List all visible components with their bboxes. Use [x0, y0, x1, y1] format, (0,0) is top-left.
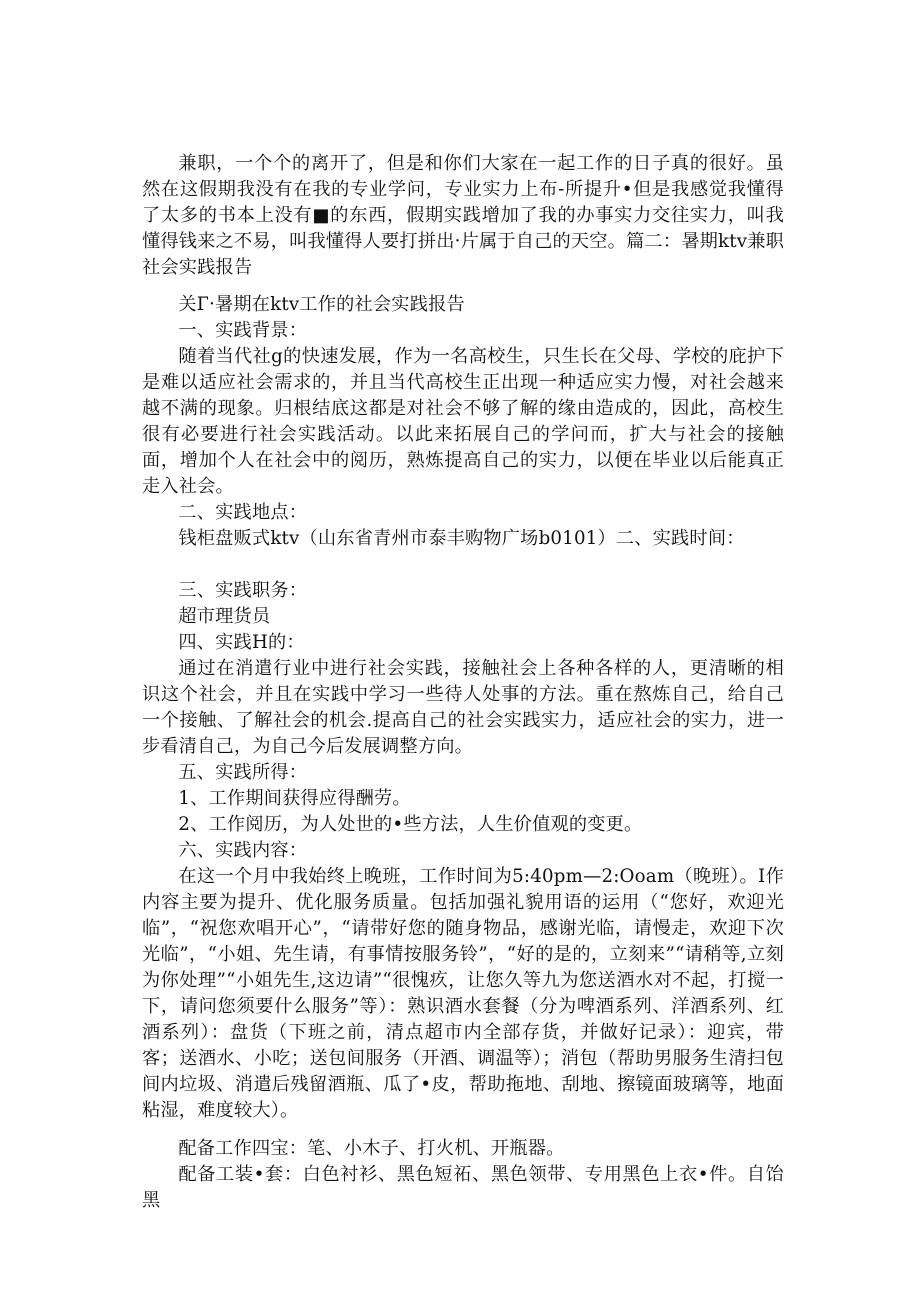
document-body	[142, 151, 784, 1214]
heading-purpose: 四、实践H的：	[178, 632, 305, 653]
heading-position: 三、实践职务：	[178, 580, 308, 601]
gain-item-2: 2、工作阅历，为人处世的•些方法，人生价值观的变更。	[178, 814, 643, 835]
heading-location: 二、实践地点：	[178, 502, 308, 523]
heading-background: 一、实践背景：	[178, 320, 308, 341]
heading-gains: 五、实践所得：	[178, 762, 308, 783]
position-value: 超市理货员	[178, 606, 271, 627]
paragraph-content: 在这一个月中我始终上晚班，工作时间为5:40pm—2:Ooam（晚班）。I作内容主要为提升、优化服务质量。包括加强礼貌用语的运用（“您好，欢迎光临”，“祝您欢唱开心”，“请带好您的随身物品，感谢光临，请慢走，欢迎下次光临”，“小姐、先生请，有事情按服务铃”，“好的是的，立刻来”“请稍等,立刻为你处理”“小姐先生,这边请”“很愧疚，让您久等九为您送酒水对不起，打搅一下，请问您须要什么服务”等）：熟识酒水套餐（分为啤酒系列、洋酒系列、红酒系列）：盘货（下班之前，清点超市内全部存货，并做好记录）：迎宾，带客；送酒水、小吃；送包间服务（开酒、调温等）；消包（帮助男服务生清扫包间内垃圾、消遣后残留酒瓶、瓜了•皮，帮助拖地、刮地、擦镜面玻璃等，地面粘湿，难度较大）。	[142, 866, 784, 1121]
report-title: 关Г·暑期在ktv工作的社会实践报告	[178, 294, 465, 315]
location-and-time: 钱柜盘贩式ktv（山东省青州市泰丰购物广场b0101）二、实践时间：	[178, 528, 745, 549]
heading-content: 六、实践内容：	[178, 840, 308, 861]
paragraph-purpose: 通过在消遣行业中进行社会实践，接触社会上各种各样的人，更清晰的相识这个社会，并且在实践中学习一些待人处事的方法。重在熬炼自己，给自己一个接触、了解社会的机会.提高自己的社会实践实力，适应社会的实力，进一步看清自己，为自己今后发展调整方向。	[142, 658, 784, 757]
equipment-tools: 配备工作四宝：笔、小木子、打火机、开瓶器。	[178, 1138, 565, 1159]
gain-item-1: 1、工作期间获得应得酬劳。	[178, 788, 411, 809]
paragraph-conclusion: 兼职，一个个的离开了，但是和你们大家在一起工作的日子真的很好。虽然在这假期我没有在我的专业学问，专业实力上布-所提升•但是我感觉我懂得了太多的书本上没有■的东西，假期实践增加了我的办事实力交往实力，叫我懂得钱来之不易，叫我懂得人要打拼出·片属于自己的天空。篇二：暑期ktv兼职社会实践报告	[142, 153, 784, 278]
equipment-uniform: 配备工装•套：白色衬衫、黑色短祏、黑色领带、专用黑色上衣•件。自饴黑	[142, 1164, 784, 1211]
paragraph-background: 随着当代社g的快速发展，作为一名高校生，只生长在父母、学校的庇护下是难以适应社会需求的，并且当代高校生正出现一种适应实力慢，对社会越来越不满的现象。归根结底这都是对社会不够了解的缘由造成的，因此，高校生很有必要进行社会实践活动。以此来拓展自己的学问而，扩大与社会的接触面，增加个人在社会中的阅历，熟炼提高自己的实力，以便在毕业以后能真正走入社会。	[142, 346, 784, 497]
